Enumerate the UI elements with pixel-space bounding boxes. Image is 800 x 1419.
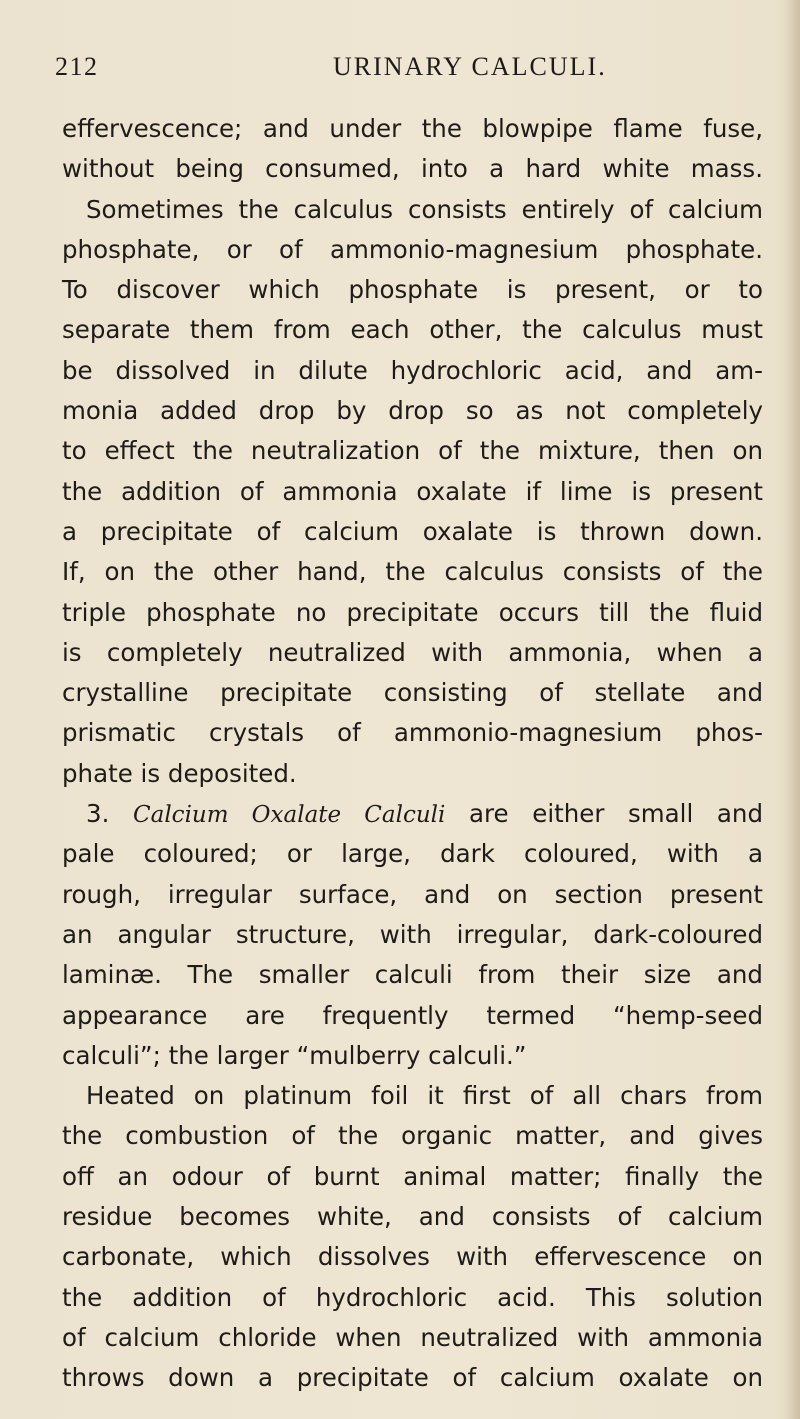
text-line: off an odour of burnt animal matter; finally the bbox=[62, 1161, 763, 1191]
text-line: prismatic crystals of ammonio-magnesium phos- bbox=[62, 718, 763, 748]
text-line: the addition of hydrochloric acid. This solution bbox=[62, 1282, 763, 1312]
text-line: pale coloured; or large, dark coloured, with a bbox=[62, 839, 763, 869]
text-line: the addition of ammonia oxalate if lime is present bbox=[62, 476, 763, 506]
section-text: are either small and bbox=[469, 799, 763, 829]
page-number: 212 bbox=[55, 52, 99, 81]
text-line: triple phosphate no precipitate occurs till the fluid bbox=[62, 597, 763, 627]
text-line: residue becomes white, and consists of calcium bbox=[62, 1202, 763, 1232]
text-line: throws down a precipitate of calcium oxalate on bbox=[62, 1363, 763, 1393]
text-line: to effect the neutralization of the mixture, then on bbox=[62, 436, 763, 466]
text-line: calculi”; the larger “mulberry calculi.” bbox=[62, 1040, 527, 1070]
text-line: a precipitate of calcium oxalate is thrown down. bbox=[62, 516, 763, 546]
text-line: carbonate, which dissolves with effervescence on bbox=[62, 1242, 763, 1272]
text-line: monia added drop by drop so as not completely bbox=[62, 396, 763, 426]
text-line: of calcium chloride when neutralized with ammonia bbox=[62, 1322, 763, 1352]
text-line: rough, irregular surface, and on section present bbox=[62, 879, 763, 909]
text-line: Sometimes the calculus consists entirely of calcium bbox=[86, 194, 763, 224]
body-text bbox=[62, 109, 763, 1399]
text-line: without being consumed, into a hard white mass. bbox=[62, 154, 763, 184]
text-line: be dissolved in dilute hydrochloric acid, and am- bbox=[62, 355, 763, 385]
section-heading: Calcium Oxalate Calculi bbox=[133, 802, 446, 829]
text-line: the combustion of the organic matter, and gives bbox=[62, 1121, 763, 1151]
running-head bbox=[55, 52, 755, 92]
section-number: 3. bbox=[86, 799, 110, 829]
text-line: separate them from each other, the calculus must bbox=[62, 315, 763, 345]
text-line: appearance are frequently termed “hemp-seed bbox=[62, 1000, 763, 1030]
text-line: phosphate, or of ammonio-magnesium phosphate. bbox=[62, 234, 763, 264]
text-line: laminæ. The smaller calculi from their size and bbox=[62, 960, 763, 990]
text-line: crystalline precipitate consisting of stellate and bbox=[62, 678, 763, 708]
chapter-title: URINARY CALCULI. bbox=[333, 52, 607, 81]
section-line bbox=[62, 794, 763, 834]
text-line: To discover which phosphate is present, or to bbox=[62, 275, 763, 305]
text-line: Heated on platinum foil it first of all chars from bbox=[86, 1081, 763, 1111]
page-edge-shadow bbox=[786, 0, 800, 1419]
text-line: is completely neutralized with ammonia, when a bbox=[62, 637, 763, 667]
text-line: effervescence; and under the blowpipe flame fuse, bbox=[62, 114, 763, 143]
text-line: an angular structure, with irregular, dark-coloured bbox=[62, 919, 763, 949]
text-line: phate is deposited. bbox=[62, 758, 297, 788]
text-line: If, on the other hand, the calculus consists of the bbox=[62, 557, 763, 587]
